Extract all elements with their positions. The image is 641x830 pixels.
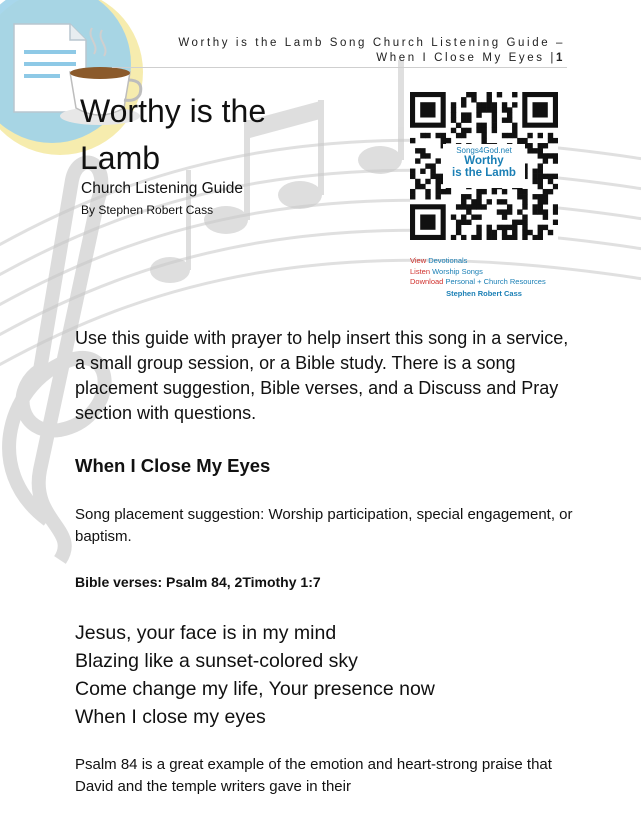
page-number: 1 [556,52,565,64]
page-title-line2: Lamb [80,140,161,176]
listen-link-key: Listen [410,266,431,276]
download-link[interactable] [410,277,546,288]
view-link[interactable] [410,256,546,267]
lyric-line: Jesus, your face is in my mind [75,622,337,644]
listen-link-value: Worship Songs [432,266,483,276]
header-divider [112,67,567,68]
intro-paragraph: Use this guide with prayer to help insert this song in a service, a small group session, or a Bible study. There is a song placement suggestion, Bible verses, and a Discuss and Pray section with questions. [75,328,569,423]
header-song-name: When I Close My Eyes | [376,52,556,64]
closing-paragraph: Psalm 84 is a great example of the emotion and heart-strong praise that David and the temple writers gave in their [75,756,552,795]
qr-song-name-line1: Worthy [464,155,504,167]
qr-song-name-line2: is the Lamb [452,167,516,179]
qr-center-label [443,144,525,188]
lyric-line: Come change my life, Your presence now [75,678,435,700]
section-heading: When I Close My Eyes [75,455,271,476]
header-title: Worthy is the Lamb Song Church Listening Guide – [178,37,565,49]
download-link-key: Download [410,277,444,286]
author-byline: By Stephen Robert Cass [81,203,214,217]
download-link-value: Personal + Church Resources [445,277,546,286]
page-subtitle: Church Listening Guide [81,180,243,197]
placement-suggestion: Song placement suggestion: Worship participation, special engagement, or baptism. [75,506,573,545]
lyric-line: When I close my eyes [75,706,266,728]
bible-verses: Bible verses: Psalm 84, 2Timothy 1:7 [75,574,321,590]
qr-code[interactable] [410,92,558,240]
view-link-key: View [410,256,427,265]
view-link-value: Devotionals [428,256,468,265]
lyrics-block [75,619,575,731]
header-subtitle [140,52,565,64]
page-title [80,88,340,182]
lyric-line: Blazing like a sunset-colored sky [75,650,358,672]
listen-link[interactable] [410,267,546,278]
qr-site-text: Songs4God.net [456,146,512,155]
resource-links [410,256,546,288]
links-author: Stephen Robert Cass [446,289,522,298]
page-title-line1: Worthy is the [80,93,267,129]
